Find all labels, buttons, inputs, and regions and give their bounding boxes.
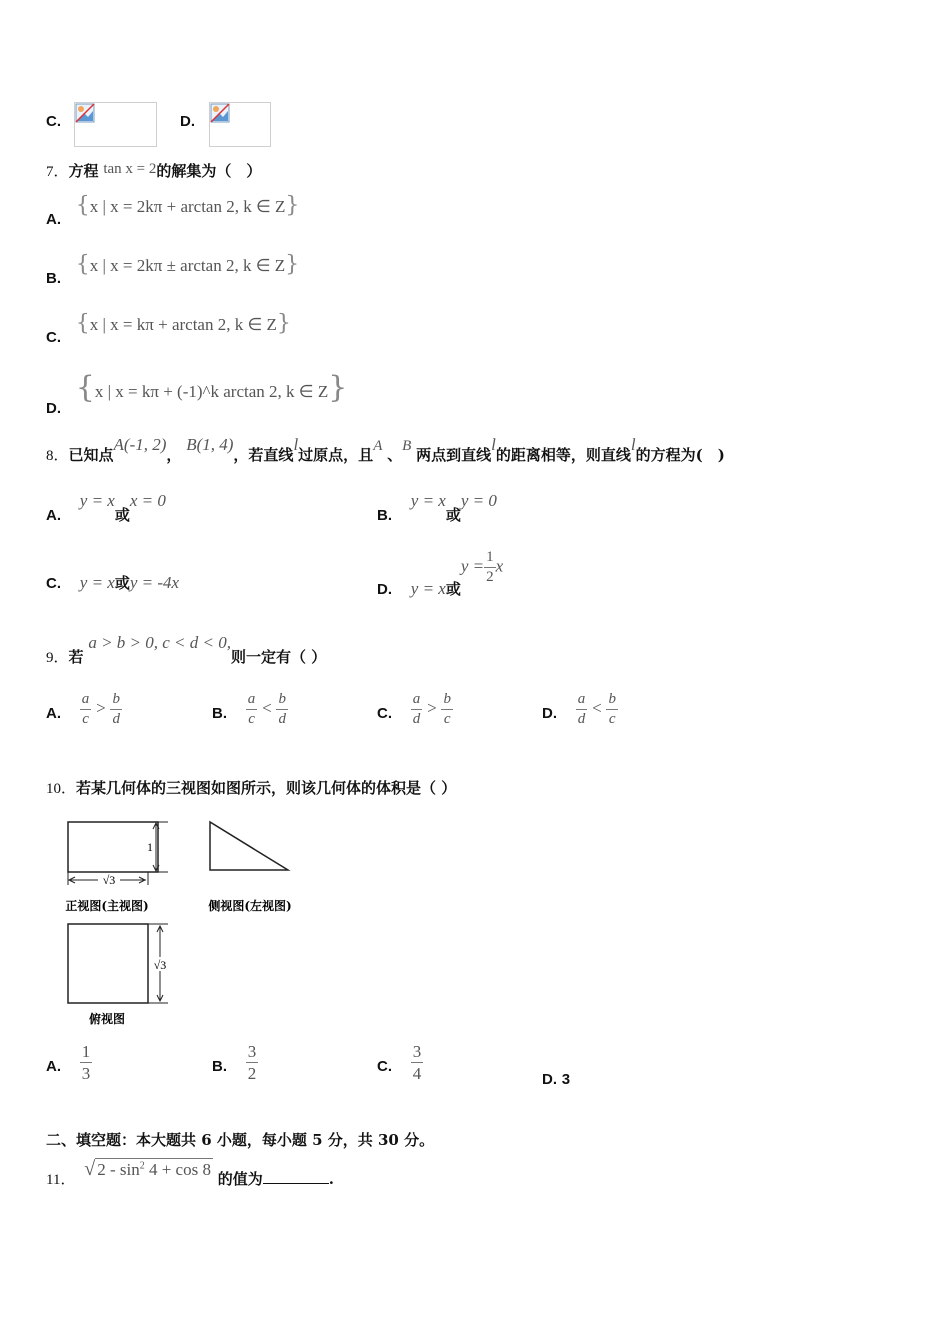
or-text: 或 [114, 506, 130, 524]
option-label: B. [377, 507, 392, 524]
expr-part: 4 + cos 8 [144, 1160, 211, 1179]
q9-option-a [46, 692, 122, 727]
option-label: B. [46, 270, 61, 287]
frac-left: $\frac{a}{d}$ [577, 691, 586, 727]
q9-condition: a > b > 0, c < d < 0, [88, 633, 231, 652]
option-fraction: $\frac{3}{4}$ [412, 1042, 422, 1083]
option-math: y = x [79, 491, 115, 510]
expr-part: 2 - sin [97, 1160, 140, 1179]
q7-stem-text-a: 方程 [68, 162, 99, 180]
q11-text: 的值为 [217, 1170, 263, 1188]
q11-stem [46, 1154, 334, 1188]
broken-image-icon [75, 103, 95, 123]
broken-image-icon [210, 103, 230, 123]
frac-left: $\frac{a}{d}$ [412, 691, 421, 727]
q7-stem [46, 160, 261, 181]
option-math: x [495, 556, 504, 576]
q8-line-l: l [630, 435, 636, 454]
q8-B: B [402, 438, 412, 454]
option-math: x | x = 2kπ ± arctan 2, k ∈ Z [89, 256, 286, 275]
section-title: 二、填空题：本大题共 6 小题，每小题 5 分，共 30 分。 [46, 1131, 435, 1149]
q7-option-a: A. {x | x = 2kπ + arctan 2, k ∈ Z} [46, 193, 300, 228]
option-math: x | x = kπ + (-1)^k arctan 2, k ∈ Z [94, 382, 329, 401]
q8-point-b: B(1, 4) [186, 435, 234, 454]
q10-option-d [542, 1070, 570, 1088]
q6-option-d-image [209, 102, 271, 147]
question-number: 10． [46, 781, 77, 797]
q8-point-a: A(-1, 2) [113, 435, 167, 454]
q7-option-b: B. {x | x = 2kπ ± arctan 2, k ∈ Z} [46, 252, 300, 287]
q8-text: 、 [387, 446, 403, 464]
question-number: 7． [46, 164, 69, 180]
q10-option-a [46, 1043, 92, 1082]
option-label: D. [46, 400, 61, 417]
q10-option-c [377, 1043, 423, 1082]
option-fraction: $\frac{1}{2}$ [486, 549, 494, 585]
q11-text: . [328, 1170, 334, 1188]
option-math: y = -4x [129, 573, 180, 592]
option-fraction: $\frac{3}{2}$ [247, 1042, 257, 1083]
q7-option-d: D. {x | x = kπ + (-1)^k arctan 2, k ∈ Z} [46, 370, 348, 417]
option-fraction: $\frac{1}{3}$ [81, 1042, 91, 1083]
option-math: y = x [79, 573, 115, 592]
q8-text: 过原点，且 [298, 446, 374, 464]
question-number: 9． [46, 650, 69, 666]
front-view-caption: 正视图(主视图) [65, 899, 149, 913]
option-math: x | x = 2kπ + arctan 2, k ∈ Z [89, 197, 286, 216]
option-label: C. [46, 329, 61, 346]
front-view [68, 822, 168, 887]
option-label: D. [377, 580, 392, 598]
option-value: 3 [561, 1071, 571, 1088]
frac-left: $\frac{a}{c}$ [81, 691, 90, 727]
frac-right: $\frac{b}{d}$ [112, 691, 120, 727]
or-text: 或 [445, 579, 461, 598]
dim-sqrt3-front: √3 [102, 873, 116, 887]
q10-option-b [212, 1043, 258, 1082]
q8-option-a [46, 490, 166, 524]
operator: < [262, 698, 272, 718]
q10-stem-text: 若某几何体的三视图如图所示，则该几何体的体积是（ ） [76, 779, 457, 797]
q8-option-b [377, 490, 497, 524]
option-label: A. [46, 1057, 61, 1075]
option-math: y = x [410, 578, 446, 598]
q8-line-l: l [491, 435, 496, 454]
option-math: y = 0 [460, 491, 497, 510]
question-number: 8． [46, 448, 69, 464]
q7-stem-math: tan x = 2 [103, 161, 157, 177]
operator: > [427, 698, 437, 718]
q9-option-c [377, 692, 453, 727]
frac-right: $\frac{b}{c}$ [608, 691, 616, 727]
option-label: A. [46, 507, 61, 524]
dim-sqrt3-top: √3 [153, 958, 167, 972]
option-label: D. [542, 704, 557, 722]
option-math: y = x [410, 491, 446, 510]
expr-sup: 2 [139, 1160, 145, 1172]
q9-stem [46, 632, 327, 666]
option-label: B. [212, 704, 227, 722]
question-number: 11． [46, 1172, 76, 1188]
sqrt-expression: √ $2 - \sin^2 4 + \cos 8$ [84, 1158, 211, 1180]
q6-option-c-label: C. [46, 113, 61, 130]
top-view [68, 924, 170, 1003]
option-label: B. [212, 1057, 227, 1075]
option-math: y = [460, 556, 485, 576]
q8-text: 两点到直线 [416, 446, 492, 464]
q9-text: 若 [68, 648, 84, 666]
dim-1: 1 [147, 840, 153, 854]
q8-option-c [46, 572, 179, 593]
or-text: 或 [114, 574, 130, 592]
option-label: C. [377, 1057, 392, 1075]
q6-option-d-label: D. [180, 113, 195, 130]
side-view-caption: 侧视图(左视图) [208, 899, 292, 913]
top-view-caption: 俯视图 [88, 1012, 126, 1026]
frac-right: $\frac{b}{c}$ [443, 691, 451, 727]
option-label: D. [542, 1071, 557, 1088]
three-view-figure [50, 815, 320, 1035]
q7-option-c: C. {x | x = kπ + arctan 2, k ∈ Z} [46, 311, 291, 346]
q8-text: ， [166, 446, 182, 464]
q7-stem-text-b: 的解集为（ ） [156, 162, 262, 180]
frac-left: $\frac{a}{c}$ [247, 691, 256, 727]
operator: > [96, 698, 106, 718]
option-label: A. [46, 704, 61, 722]
q8-text: 已知点 [68, 446, 114, 464]
option-label: A. [46, 211, 61, 228]
option-math: x | x = kπ + arctan 2, k ∈ Z [89, 315, 277, 334]
q6-option-c-image [74, 102, 157, 147]
side-view [210, 822, 288, 870]
q10-stem [46, 777, 456, 798]
option-label: C. [46, 575, 61, 592]
q8-text: 的距离相等，则直线 [495, 446, 631, 464]
option-label: C. [377, 704, 392, 722]
q8-option-d [377, 549, 504, 598]
answer-blank[interactable] [263, 1169, 329, 1184]
q8-A: A [373, 438, 383, 454]
q8-text: 的方程为( ) [635, 446, 725, 464]
q8-stem [46, 434, 725, 464]
operator: < [592, 698, 602, 718]
q8-text: ，若直线 [233, 446, 294, 464]
q9-text: 则一定有（ ） [231, 648, 327, 666]
q9-option-b [212, 692, 288, 727]
frac-right: $\frac{b}{d}$ [278, 691, 286, 727]
or-text: 或 [445, 506, 461, 524]
option-math: x = 0 [129, 491, 166, 510]
q8-line-l: l [293, 435, 299, 454]
q9-option-d [542, 692, 618, 727]
